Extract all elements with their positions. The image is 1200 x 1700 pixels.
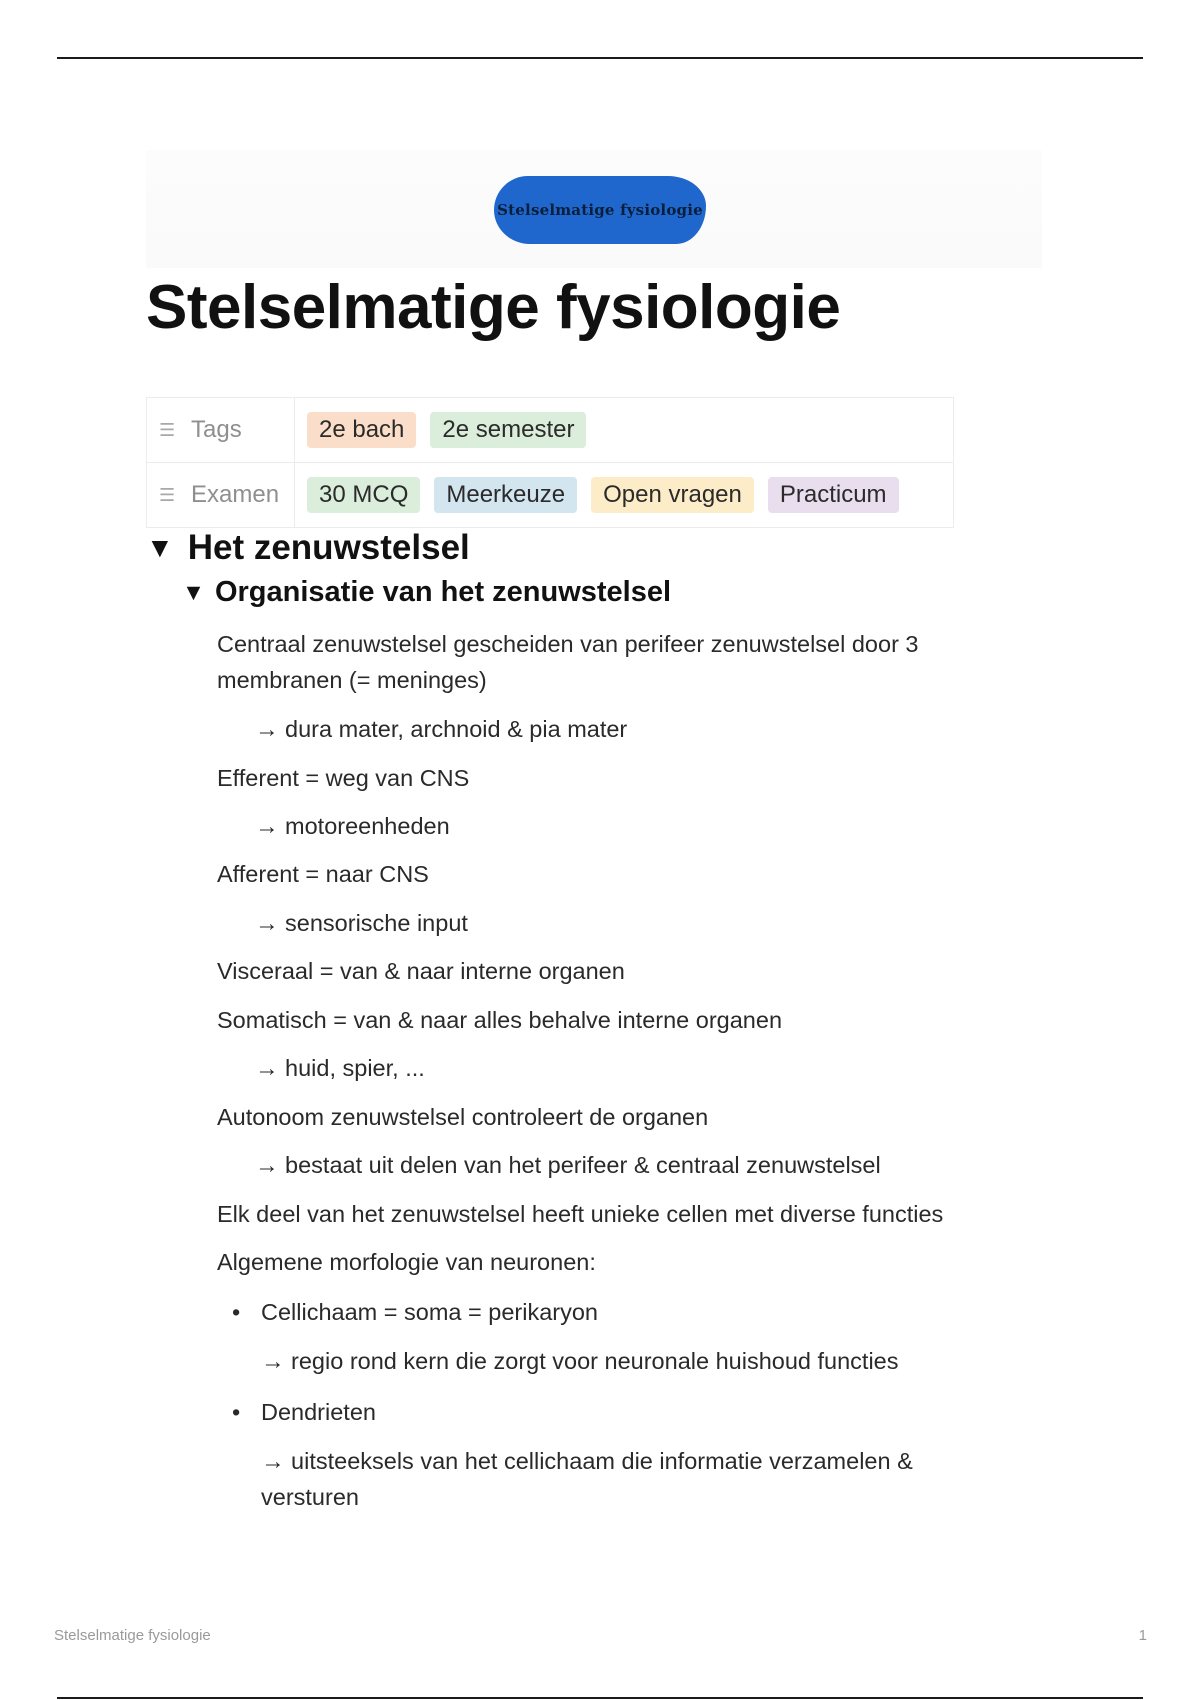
triangle-down-icon[interactable]: ▼ [146,532,174,563]
property-label: Examen [191,481,280,508]
property-label: Tags [191,416,242,443]
list-item: Cellichaam = soma = perikaryon [261,1299,598,1325]
toggle-heading-zenuwstelsel[interactable] [146,528,470,568]
properties-table [146,397,954,528]
list-icon: ☰ [159,484,176,505]
list-item: Dendrieten [261,1399,376,1425]
toggle-heading-organisatie[interactable] [182,576,671,609]
list-icon: ☰ [159,419,176,440]
triangle-down-icon[interactable]: ▼ [182,579,205,605]
tag-chip[interactable]: Practicum [768,477,899,513]
tag-chip[interactable]: Open vragen [591,477,754,513]
page-title: Stelselmatige fysiologie [146,273,841,342]
tag-chip[interactable]: 2e bach [307,412,416,448]
property-name-examen[interactable] [147,463,295,527]
paragraph: Algemene morfologie van neuronen: [217,1249,596,1275]
paragraph: Efferent = weg van CNS [217,765,470,791]
list-item-sub: → uitsteeksels van het cellichaam die informatie verzamelen & versturen [261,1448,913,1510]
paragraph-sub: → dura mater, archnoid & pia mater [255,716,628,742]
property-values-examen[interactable] [295,463,899,527]
tag-chip[interactable]: Meerkeuze [434,477,577,513]
paragraph: Somatisch = van & naar alles behalve interne organen [217,1007,783,1033]
paragraph: Centraal zenuwstelsel gescheiden van perifeer zenuwstelsel door 3 membranen (= meninges) [217,631,919,693]
footer-title: Stelselmatige fysiologie [54,1627,211,1644]
paragraph: Elk deel van het zenuwstelsel heeft unieke cellen met diverse functies [217,1201,944,1227]
bottom-rule [57,1697,1143,1699]
heading-text: Organisatie van het zenuwstelsel [214,576,672,608]
property-values-tags[interactable] [295,398,586,462]
paragraph-sub: → bestaat uit delen van het perifeer & centraal zenuwstelsel [255,1152,881,1178]
tag-chip[interactable]: 2e semester [430,412,586,448]
heading-text: Het zenuwstelsel [187,528,470,567]
property-row-tags [147,398,953,463]
paragraph-sub: → motoreenheden [255,813,450,839]
cover-badge: Stelselmatige fysiologie [494,176,706,244]
paragraph: Autonoom zenuwstelsel controleert de organen [217,1104,709,1130]
paragraph: Afferent = naar CNS [217,861,429,887]
property-name-tags[interactable] [147,398,295,462]
tag-chip[interactable]: 30 MCQ [307,477,420,513]
bullet-dot: • [232,1399,241,1425]
footer-page-number: 1 [1138,1627,1147,1644]
bullet-dot: • [232,1299,241,1325]
top-rule [57,57,1143,59]
paragraph-sub: → sensorische input [255,910,468,936]
list-item-sub: → regio rond kern die zorgt voor neuronale huishoud functies [261,1348,899,1374]
property-row-examen [147,463,953,527]
paragraph-sub: → huid, spier, ... [255,1055,425,1081]
paragraph: Visceraal = van & naar interne organen [217,958,625,984]
